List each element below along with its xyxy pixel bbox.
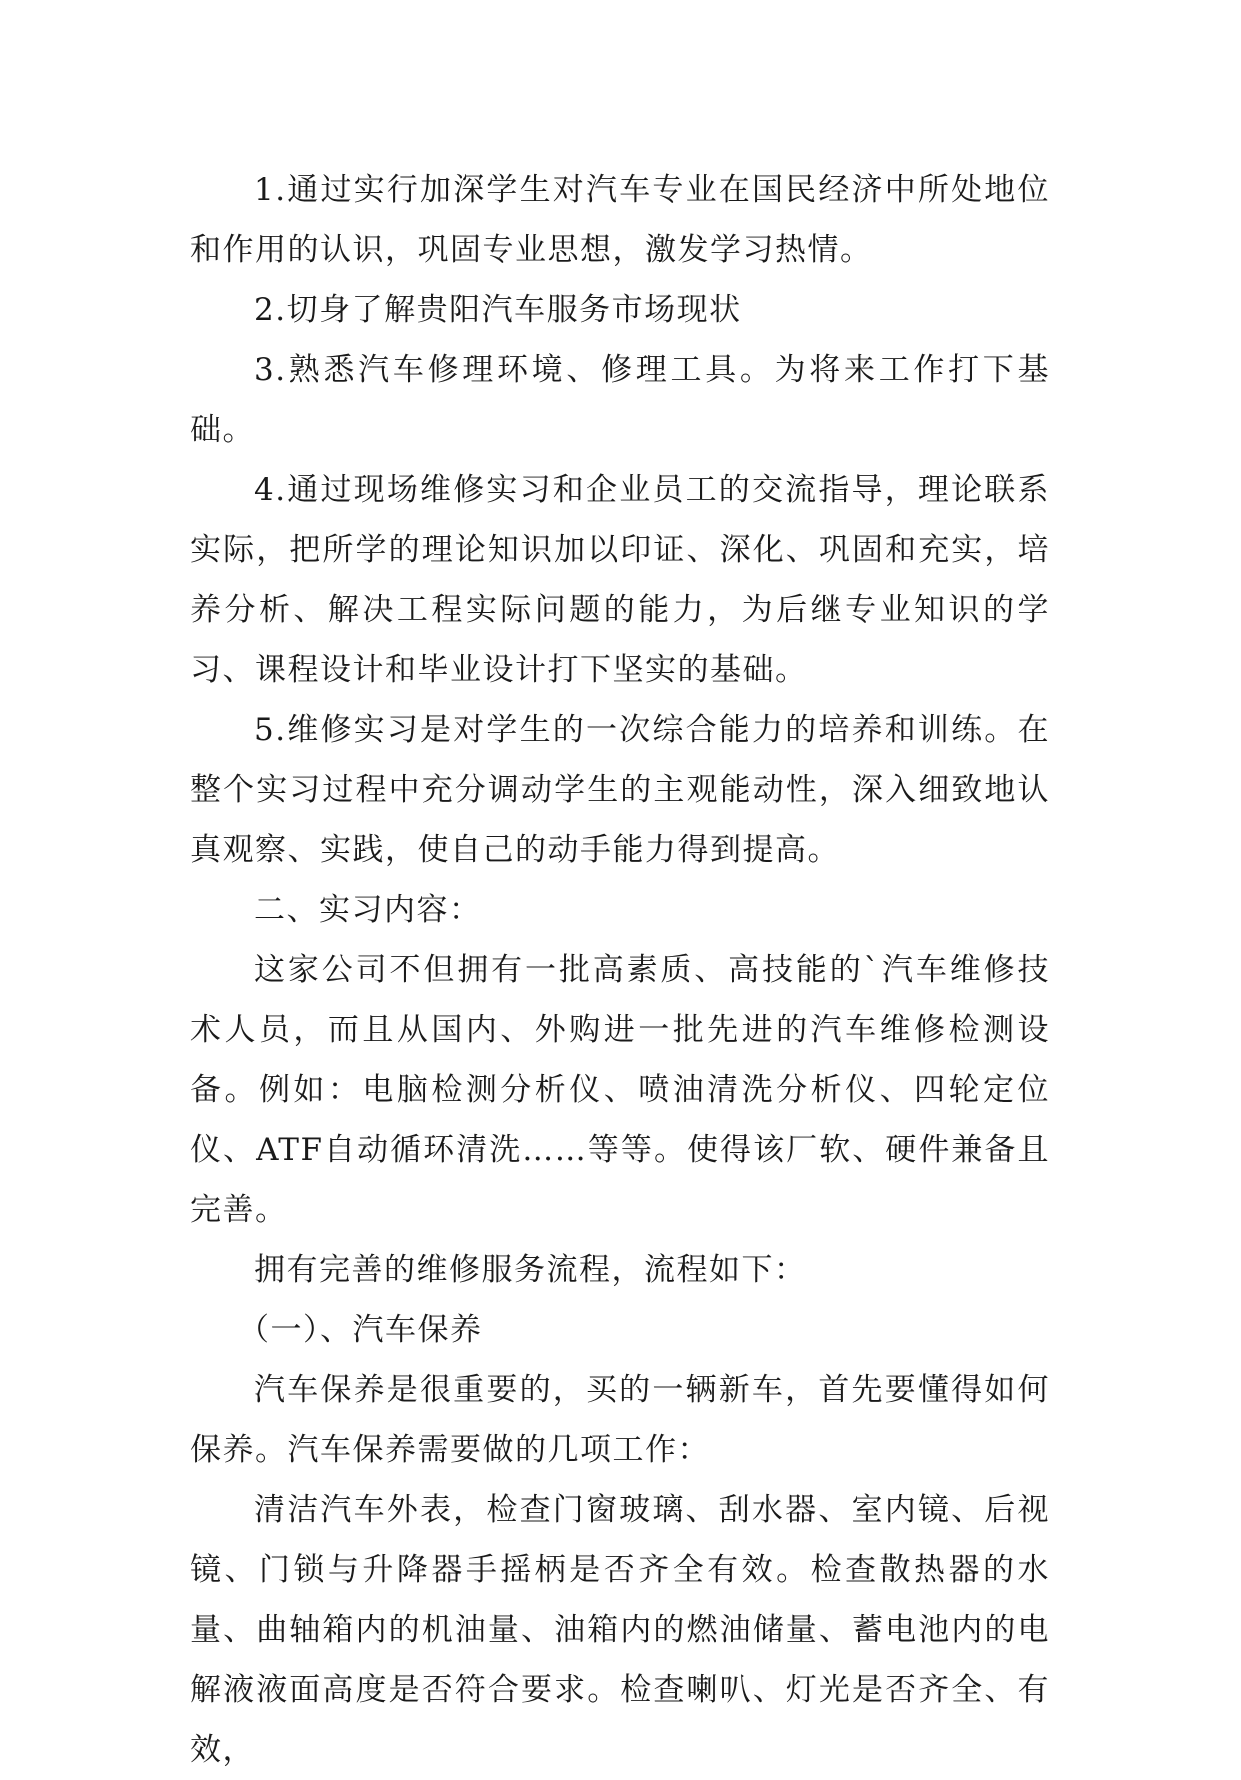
paragraph-objective-1: 1.通过实行加深学生对汽车专业在国民经济中所处地位和作用的认识，巩固专业思想，激发学习热情。 [190, 172, 1050, 268]
section-heading-content: 二、实习内容： [254, 892, 482, 928]
paragraph-objective-3: 3.熟悉汽车修理环境、修理工具。为将来工作打下基础。 [190, 352, 1050, 448]
paragraph-company-intro: 这家公司不但拥有一批高素质、高技能的`汽车维修技术人员，而且从国内、外购进一批先进的汽车维修检测设备。例如：电脑检测分析仪、喷油清洗分析仪、四轮定位仪、ATF自动循环清洗……等等。使得该厂软、硬件兼备且完善。 [190, 952, 1050, 1228]
document-body [190, 160, 1050, 1780]
paragraph-service-flow: 拥有完善的维修服务流程，流程如下： [254, 1252, 807, 1288]
paragraph-objective-2: 2.切身了解贵阳汽车服务市场现状 [254, 292, 742, 328]
paragraph-maintenance-intro: 汽车保养是很重要的，买的一辆新车，首先要懂得如何保养。汽车保养需要做的几项工作： [190, 1372, 1050, 1468]
paragraph-objective-4: 4.通过现场维修实习和企业员工的交流指导，理论联系实际，把所学的理论知识加以印证、深化、巩固和充实，培养分析、解决工程实际问题的能力，为后继专业知识的学习、课程设计和毕业设计打下坚实的基础。 [190, 472, 1050, 688]
subsection-heading-maintenance: （一）、汽车保养 [238, 1312, 483, 1348]
paragraph-maintenance-tasks: 清洁汽车外表，检查门窗玻璃、刮水器、室内镜、后视镜、门锁与升降器手摇柄是否齐全有效。检查散热器的水量、曲轴箱内的机油量、油箱内的燃油储量、蓄电池内的电解液液面高度是否符合要求。检查喇叭、灯光是否齐全、有效， [190, 1492, 1050, 1768]
paragraph-objective-5: 5.维修实习是对学生的一次综合能力的培养和训练。在整个实习过程中充分调动学生的主观能动性，深入细致地认真观察、实践，使自己的动手能力得到提高。 [190, 712, 1050, 868]
